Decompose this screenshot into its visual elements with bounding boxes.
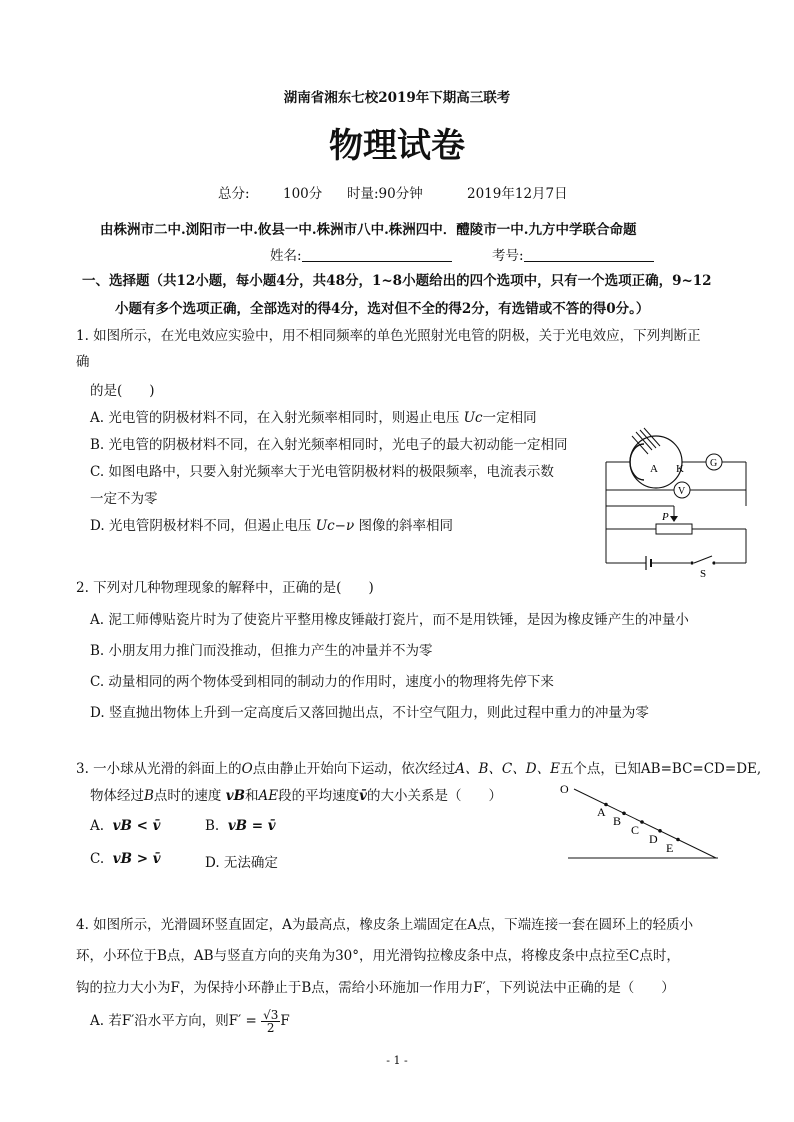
page-title: 物理试卷 [329, 126, 465, 166]
exam-school: 湖南省湘东七校2019年下期高三联考 [283, 90, 511, 106]
name-field[interactable] [270, 244, 452, 264]
q4-fraction: $\frac{√3}{2}$ [263, 1008, 279, 1035]
q1-stem-line1: 1. 如图所示，在光电效应实验中，用不相同频率的单色光照射光电管的阴极，关于光电效应，下列判断正 [76, 328, 701, 344]
incline-line [574, 789, 716, 858]
exam-date: 2019年12月7日 [467, 186, 568, 202]
q2-option-d: D. 竖直抛出物体上升到一定高度后又落回抛出点，不计空气阻力，则此过程中重力的冲量为零 [90, 705, 649, 721]
label-k: K [676, 463, 684, 475]
name-blank[interactable] [302, 247, 452, 262]
q3-stem-line2: 物体经过B点时的速度 vB和AE段的平均速度v̄的大小关系是（ ） [90, 788, 502, 804]
page-number: - 1 - [386, 1054, 408, 1067]
cathode [630, 444, 644, 480]
q2-option-b: B. 小朋友用力推门而没推动，但推力产生的冲量并不为零 [90, 643, 433, 659]
q3-stem-line1: 3. 一小球从光滑的斜面上的O点由静止开始向下运动，依次经过A、B、C、D、E五个点，已知AB=BC=CD=DE, [76, 761, 762, 777]
contributing-schools: 由株洲市二中.浏阳市一中.攸县一中.株洲市八中.株洲四中．醴陵市一中.九方中学联合命题 [100, 222, 637, 238]
photoelectric-circuit-diagram [598, 420, 758, 580]
q3-option-a: A. vB < v̄ [90, 818, 161, 834]
label-a: A [597, 805, 606, 819]
label-p: P [662, 511, 669, 523]
point-e [676, 838, 680, 842]
q1-option-d: D. 光电管阴极材料不同，但遏止电压 Uc−ν 图像的斜率相同 [90, 518, 453, 534]
point-c [640, 820, 644, 824]
q2-stem: 2. 下列对几种物理现象的解释中，正确的是( ) [76, 580, 374, 596]
q4-stem-line3: 钩的拉力大小为F，为保持小环静止于B点，需给小环施加一作用力F′，下列说法中正确的是（ ） [76, 980, 675, 996]
label-o: O [560, 782, 569, 796]
time-label: 时量:90分钟 [347, 186, 423, 202]
label-c: C [631, 823, 640, 837]
q4-stem-line2: 环，小环位于B点，AB与竖直方向的夹角为30°，用光滑钩拉橡皮条中点，将橡皮条中点拉至C点时， [76, 948, 680, 964]
number-label: 考号: [492, 248, 524, 264]
q1-option-c-line2: 一定不为零 [90, 491, 158, 507]
number-blank[interactable] [524, 247, 654, 262]
point-b [622, 812, 626, 816]
name-label: 姓名: [270, 248, 302, 264]
switch [694, 556, 712, 563]
label-b: B [613, 814, 622, 828]
q4-option-a: A. 若F′沿水平方向，则F′ = $\frac{√3}{2}$ F [90, 1008, 290, 1035]
label-s: S [700, 568, 707, 580]
q3-option-b: B. vB = v̄ [205, 818, 276, 834]
q2-option-a: A. 泥工师傅贴瓷片时为了使瓷片平整用橡皮锤敲打瓷片，而不是用铁锤，是因为橡皮锤产生的冲量小 [90, 612, 689, 628]
q4-stem-line1: 4. 如图所示，光滑圆环竖直固定，A为最高点，橡皮条上端固定在A点，下端连接一套在圆环上的轻质小 [76, 917, 694, 933]
incline-diagram [560, 775, 730, 865]
label-e: E [666, 841, 674, 855]
number-field[interactable] [492, 244, 654, 264]
label-v: V [678, 486, 686, 497]
q2-option-c: C. 动量相同的两个物体受到相同的制动力的作用时，速度小的物理将先停下来 [90, 674, 554, 690]
q1-stem-line3: 的是( ) [90, 383, 155, 399]
phototube [630, 436, 682, 488]
label-g: G [710, 458, 718, 469]
total-value: 100分 [283, 186, 323, 202]
section-heading-line1: 一、选择题（共12小题，每小题4分，共48分，1~8小题给出的四个选项中，只有一个选项正确，9~12 [82, 273, 712, 289]
rheostat [656, 524, 692, 534]
label-d: D [649, 832, 658, 846]
point-d [658, 829, 662, 833]
q1-option-c-line1: C. 如图电路中，只要入射光频率大于光电管阴极材料的极限频率，电流表示数 [90, 464, 554, 480]
section-heading-line2: 小题有多个选项正确，全部选对的得4分，选对但不全的得2分，有选错或不答的得0分。） [115, 301, 650, 317]
q3-option-c: C. vB > v̄ [90, 851, 161, 867]
q3-option-d: D. 无法确定 [205, 855, 278, 871]
q1-option-b: B. 光电管的阴极材料不同，在入射光频率相同时，光电子的最大初动能一定相同 [90, 437, 568, 453]
total-label: 总分: [218, 186, 250, 202]
q1-stem-line2: 确 [76, 354, 90, 370]
label-a: A [650, 463, 658, 475]
q1-option-a: A. 光电管的阴极材料不同，在入射光频率相同时，则遏止电压 Uc一定相同 [90, 410, 537, 426]
